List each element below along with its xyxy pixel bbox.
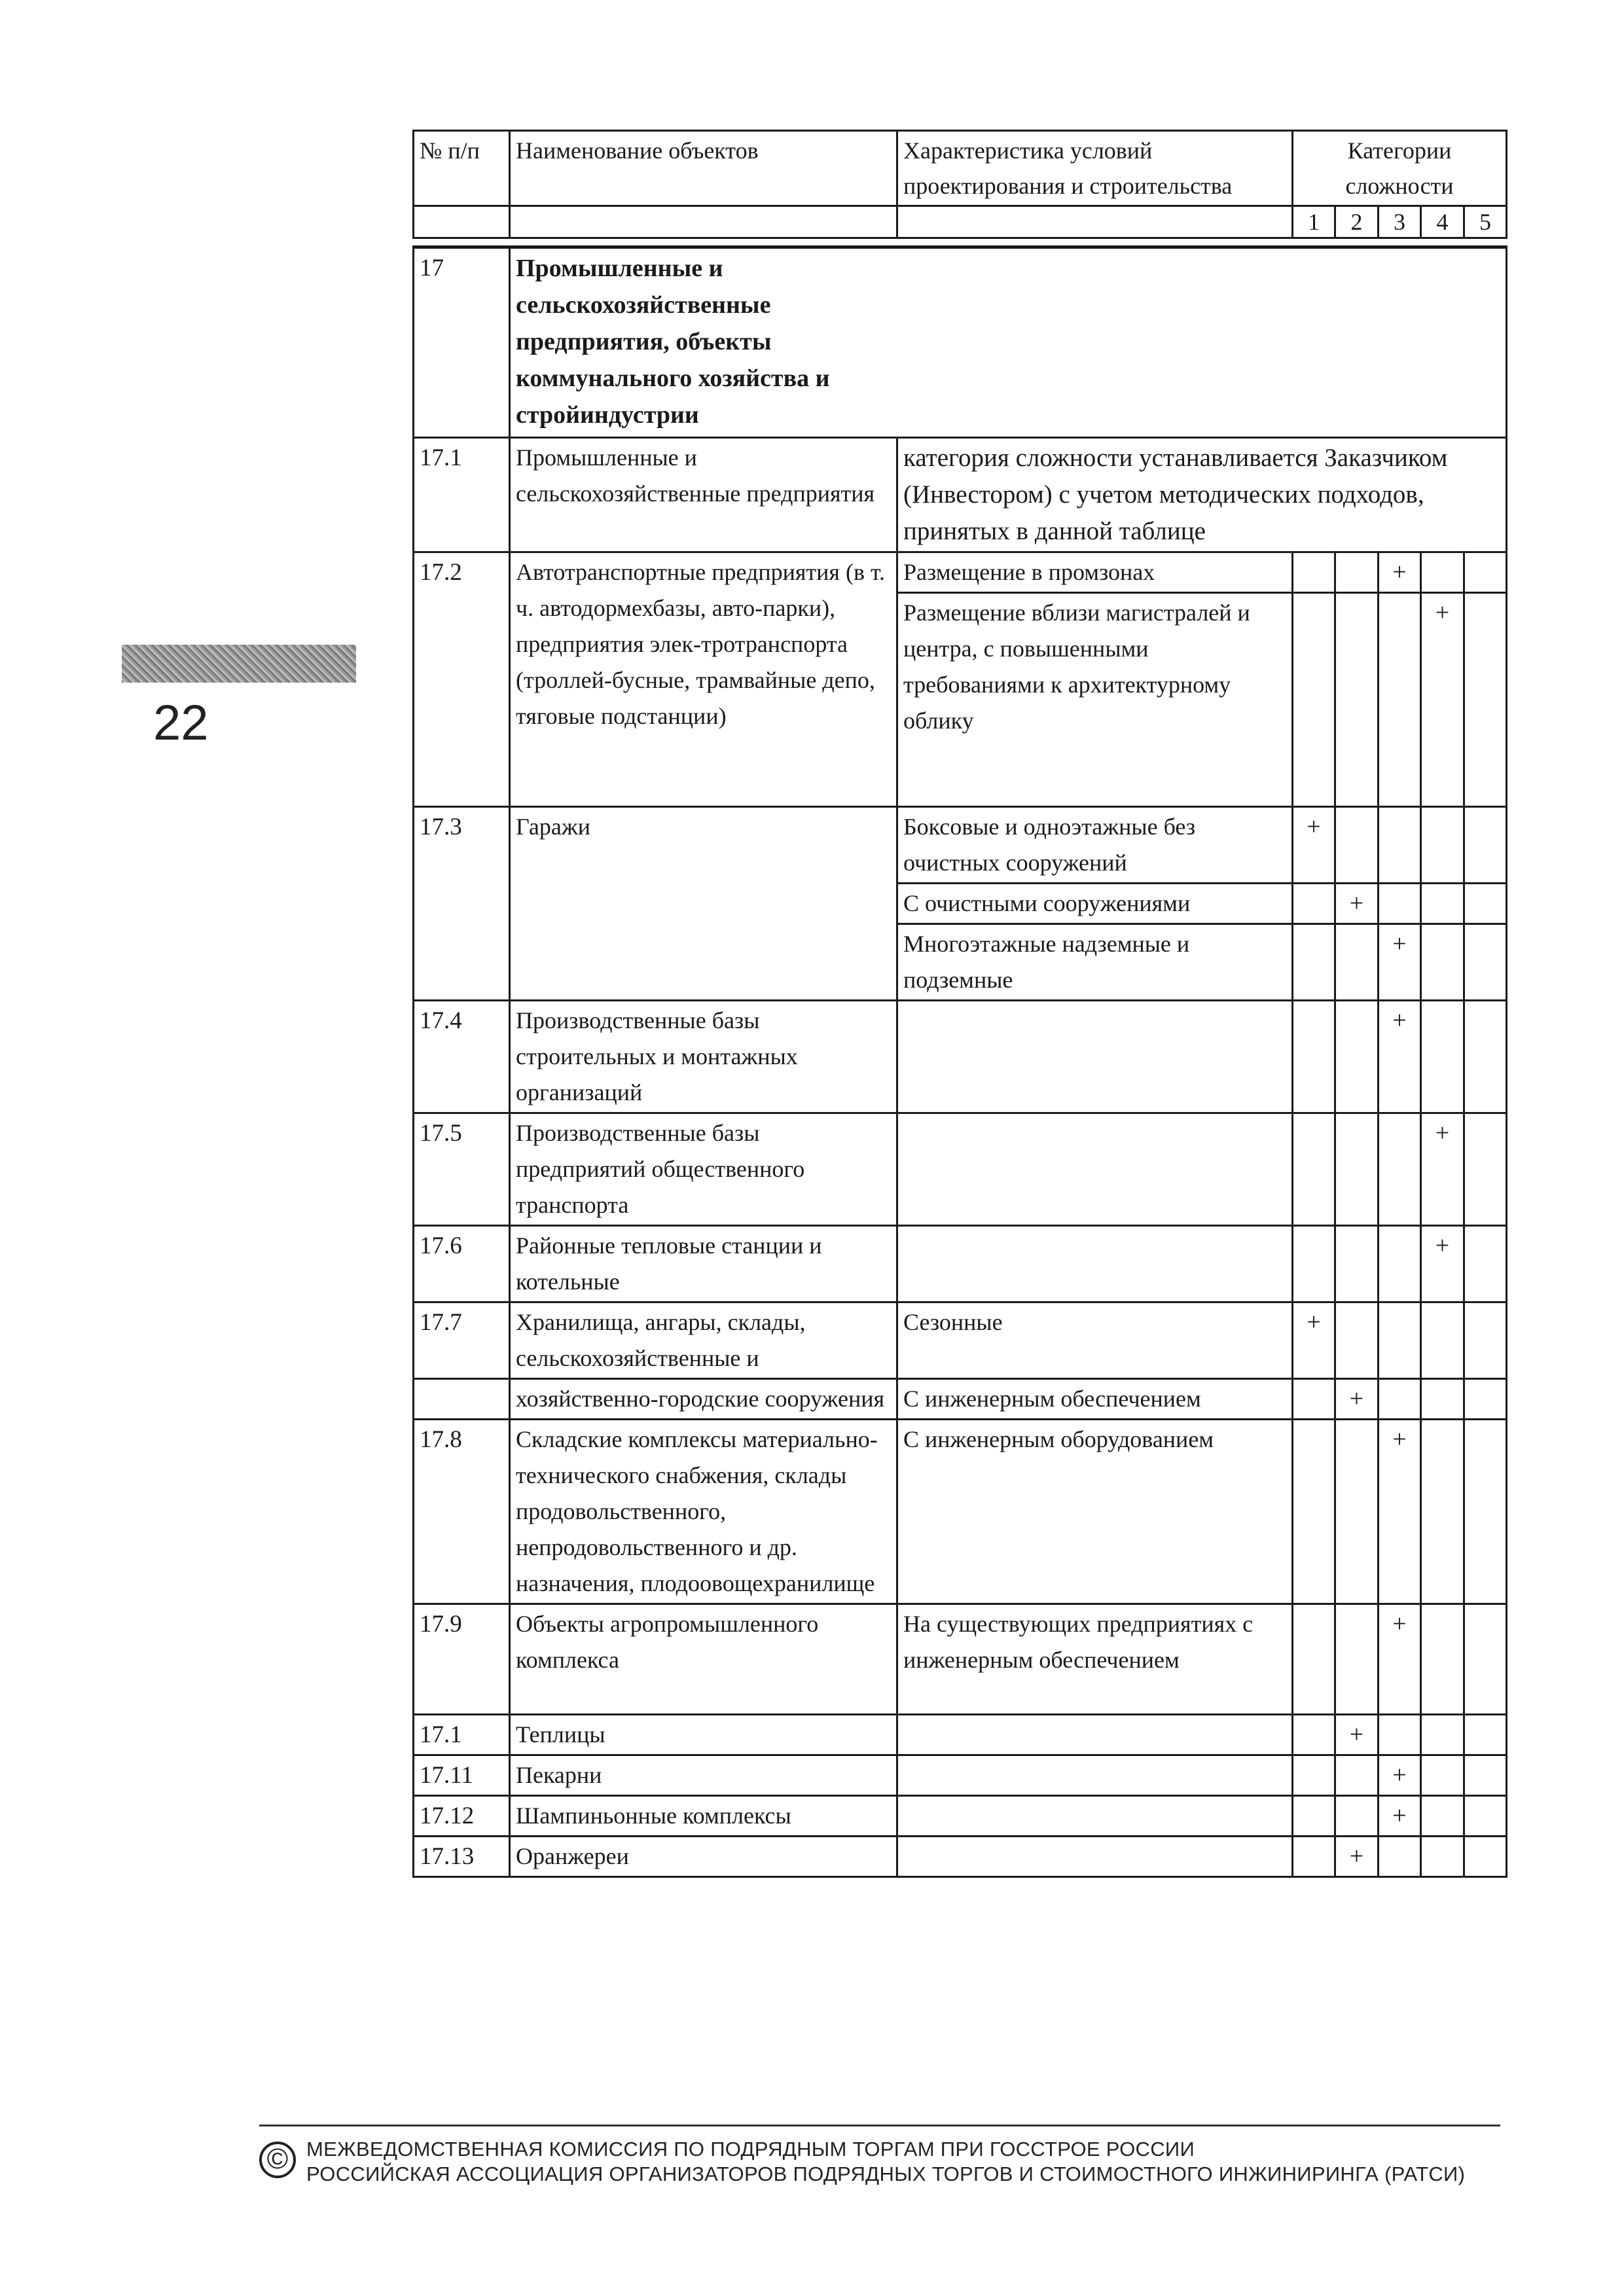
- category-mark: +: [1379, 1755, 1421, 1796]
- category-mark: +: [1293, 1302, 1335, 1379]
- category-mark: +: [1379, 1604, 1421, 1715]
- cat-num-5: 5: [1464, 206, 1507, 238]
- category-numbers-row: [414, 206, 1507, 238]
- section-row: [414, 247, 1507, 438]
- category-mark: +: [1379, 924, 1421, 1001]
- footer: [259, 2125, 1500, 2185]
- page-number-bar: [122, 645, 356, 683]
- table-row: 17.6 Районные тепловые станции и котельные +: [414, 1226, 1507, 1302]
- cat-num-3: 3: [1379, 206, 1421, 238]
- category-mark: +: [1421, 1113, 1464, 1226]
- category-mark: +: [1335, 1379, 1379, 1420]
- cat-num-1: 1: [1293, 206, 1335, 238]
- cat-num-2: 2: [1335, 206, 1379, 238]
- copyright-icon: ©: [259, 2142, 296, 2178]
- category-mark: +: [1379, 1001, 1421, 1113]
- complexity-table: [412, 130, 1507, 1878]
- header-characteristics: Характеристика условий проектирования и строительства: [897, 131, 1293, 206]
- cat-num-4: 4: [1421, 206, 1464, 238]
- section-title: Промышленные и сельскохозяйственные предприятия, объекты коммунального хозяйства и стройиндустрии: [516, 255, 830, 429]
- table-row: 17.11 Пекарни +: [414, 1755, 1507, 1796]
- table-row: 17.7 Хранилища, ангары, склады, сельскохозяйственные и Сезонные +: [414, 1302, 1507, 1379]
- footer-line-2: РОССИЙСКАЯ АССОЦИАЦИЯ ОРГАНИЗАТОРОВ ПОДРЯДНЫХ ТОРГОВ И СТОИМОСТНОГО ИНЖИНИРИНГА (РАТСИ): [306, 2162, 1466, 2185]
- table-row: 17.5 Производственные базы предприятий общественного транспорта +: [414, 1113, 1507, 1226]
- footer-rule: [259, 2125, 1500, 2126]
- footer-line-1: МЕЖВЕДОМСТВЕННАЯ КОМИССИЯ ПО ПОДРЯДНЫМ ТОРГАМ ПРИ ГОССТРОЕ РОССИИ: [306, 2138, 1195, 2161]
- category-mark: +: [1379, 1796, 1421, 1837]
- category-mark: +: [1335, 884, 1379, 924]
- table-row: 17.3 Гаражи Боксовые и одноэтажные без очистных сооружений +: [414, 807, 1507, 884]
- table-row: 17.4 Производственные базы строительных и монтажных организаций +: [414, 1001, 1507, 1113]
- header-num: № п/п: [414, 131, 510, 206]
- table-row: 17.1 Теплицы +: [414, 1715, 1507, 1755]
- table-row: хозяйственно-городские сооружения С инженерным обеспечением +: [414, 1379, 1507, 1420]
- category-mark: +: [1379, 552, 1421, 593]
- table-row: 17.1 Промышленные и сельскохозяйственные предприятия категория сложности устанавливается Заказчиком (Инвестором) с учетом методических подходов, принятых в данной таблице: [414, 438, 1507, 552]
- category-mark: +: [1379, 1420, 1421, 1604]
- table-row: 17.12 Шампиньонные комплексы +: [414, 1796, 1507, 1837]
- table-row: 17.13 Оранжереи +: [414, 1837, 1507, 1877]
- section-num: 17: [414, 247, 510, 438]
- table-row: 17.2 Автотранспортные предприятия (в т. ч. автодормехбазы, авто-парки), предприятия элек-тротранспорта (троллей-бусные, трамвайные депо, тяговые подстанции) Размещение в промзонах +: [414, 552, 1507, 593]
- table-row: 17.8 Складские комплексы материально-технического снабжения, склады продовольственного, непродовольственного и др. назначения, плодоовощехранилище С инженерным оборудованием +: [414, 1420, 1507, 1604]
- page-number: 22: [153, 695, 209, 751]
- header-categories: Категории сложности: [1293, 131, 1507, 206]
- header-name: Наименование объектов: [510, 131, 897, 206]
- page-number-block: [122, 645, 356, 751]
- category-mark: +: [1335, 1837, 1379, 1877]
- table-row: С очистными сооружениями +: [414, 884, 1507, 924]
- table-row: Размещение вблизи магистралей и центра, с повышенными требованиями к архитектурному облику +: [414, 593, 1507, 807]
- category-mark: +: [1421, 593, 1464, 807]
- table-header-row: [414, 131, 1507, 206]
- category-mark: +: [1335, 1715, 1379, 1755]
- table-row: 17.9 Объекты агропромышленного комплекса На существующих предприятиях с инженерным обеспечением +: [414, 1604, 1507, 1715]
- category-mark: +: [1421, 1226, 1464, 1302]
- category-mark: +: [1293, 807, 1335, 884]
- table-row: Многоэтажные надземные и подземные +: [414, 924, 1507, 1001]
